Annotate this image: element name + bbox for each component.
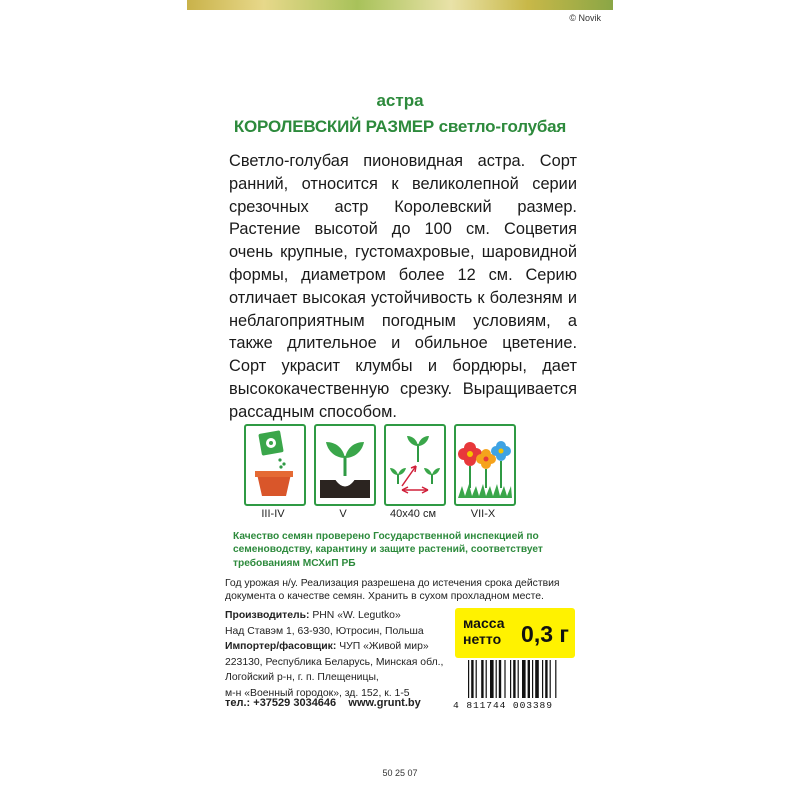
icon-label-seedling: V <box>339 508 347 520</box>
flowers-icon <box>454 424 516 506</box>
contacts <box>225 697 421 709</box>
barcode-bar <box>555 660 556 698</box>
article-number: 50 25 07 <box>382 768 418 778</box>
phone: тел.: +37529 3034646 <box>225 697 337 709</box>
icon-label-flowering: VII-X <box>470 508 496 520</box>
icon-label-sowing: III-IV <box>261 508 285 520</box>
harvest-note: Год урожая н/у. Реализация разрешена до истечения срока действия документа о качестве семян. Хранить в сухом прохладном месте. <box>225 578 560 603</box>
barcode-bar <box>486 660 487 698</box>
barcode-bar <box>490 660 494 698</box>
barcode-bar <box>545 660 547 698</box>
genus-title: астра <box>376 91 424 110</box>
net-mass-badge <box>455 608 575 658</box>
seedling-icon <box>314 424 376 506</box>
barcode-bar <box>476 660 477 698</box>
barcode-bar <box>535 660 539 698</box>
barcode-bar <box>471 660 473 698</box>
importer-address-1: 223130, Республика Беларусь, Минская обл., <box>225 656 444 668</box>
barcode-bar <box>532 660 533 698</box>
website-link[interactable]: www.grunt.by <box>348 697 421 709</box>
barcode-bar <box>522 660 526 698</box>
copyright: © Novik <box>569 13 601 23</box>
barcode-bar <box>496 660 497 698</box>
icon-label-spacing: 40x40 см <box>389 508 437 520</box>
barcode-bar <box>542 660 543 698</box>
mass-value: 0,3 г <box>521 621 569 647</box>
importer-name: ЧУП «Живой мир» <box>339 641 429 653</box>
barcode-bar <box>513 660 515 698</box>
barcode-bar <box>518 660 519 698</box>
mass-label-line2: нетто <box>463 631 502 647</box>
top-photo-strip <box>187 0 613 10</box>
barcode-digits: 4 811744 003389 <box>453 700 553 711</box>
seed-packet-back <box>187 0 613 800</box>
mass-label-line1: масса <box>463 615 505 631</box>
quality-note: Качество семян проверено Государственной инспекцией по семеноводству, карантину и защите растений, соответствует требованиям МСХиП РБ <box>233 531 543 569</box>
importer-label: Импортер/фасовщик: <box>225 641 337 653</box>
mass-label <box>463 615 505 647</box>
barcode-bar <box>468 660 469 698</box>
producer-info <box>225 608 465 702</box>
barcode-bar <box>499 660 501 698</box>
barcode-bar <box>510 660 511 698</box>
variety-title: КОРОЛЕВСКИЙ РАЗМЕР светло-голубая <box>233 117 567 136</box>
barcode <box>466 660 582 702</box>
barcode-bar <box>504 660 505 698</box>
sowing-pot-icon <box>244 424 306 506</box>
barcode-bar <box>528 660 530 698</box>
barcode-bar <box>481 660 483 698</box>
producer-label: Производитель: <box>225 610 310 621</box>
barcode-bar <box>550 660 551 698</box>
spacing-icon <box>384 424 446 506</box>
producer-name: PHN «W. Legutko» <box>312 610 401 621</box>
importer-address-2: Логойский р-н, г. п. Плещеницы, <box>225 672 379 684</box>
producer-address: Над Ставэм 1, 63-930, Ютросин, Польша <box>225 625 424 637</box>
description-text: Светло-голубая пионовидная астра. Сорт ранний, относится к великолепной серии срезочных астр Королевский размер. Растение высотой до 100 см. Соцветия очень крупные, густомахровые, шаровидной формы, диаметром более 12 см. Серию отличает высокая устойчивость к болезням и неблагоприятным погодным условиям, а также длительное и обильное цветение. Сорт украсит клумбы и бордюры, дает высококачественную срезку. Выращивается рассадным способом. <box>229 152 577 421</box>
importer-address-3: м-н «Военный городок», зд. 152, к. 1-5 <box>225 687 410 699</box>
